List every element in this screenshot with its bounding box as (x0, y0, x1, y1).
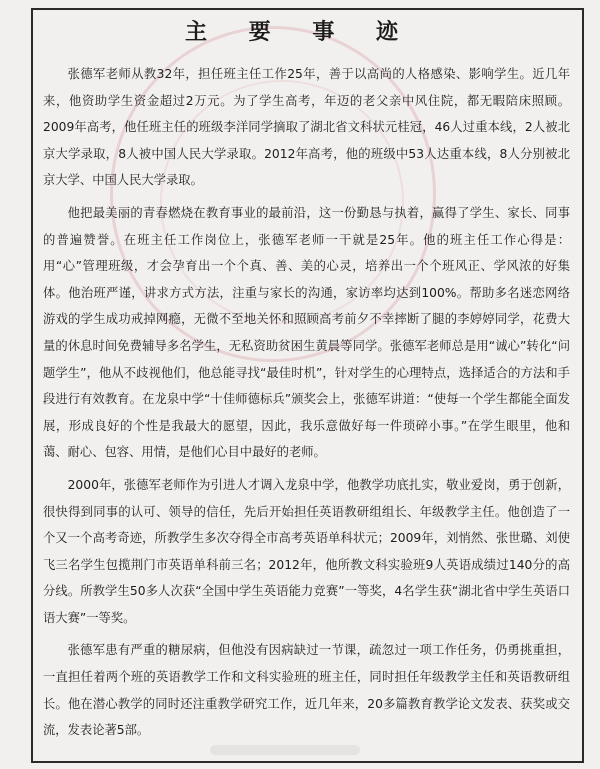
document-title: 主 要 事 迹 (185, 20, 415, 45)
paragraph-4: 张德军患有严重的糖尿病，但他没有因病缺过一节课，疏忽过一项工作任务，仍勇挑重担，一直担任着两个班的英语教学工作和文科实验班的班主任，同时担任年级教学主任和英语教研组长。他在潜心教学的同时还注重教学研究工作，近几年来，20多篇教育教学论文发表、获奖或交流，发表论著5部。 (43, 643, 570, 738)
paragraph-1: 张德军老师从教32年，担任班主任工作25年，善于以高尚的人格感染、影响学生。近几年来，他资助学生资金超过2万元。为了学生高考，年迈的老父亲中风住院，都无暇陪床照顾。2009年高考，他任班主任的班级李洋同学摘取了湖北省文科状元桂冠，46人过重本线，2人被北京大学录取，8人被中国人民大学录取。2012年高考，他的班级中53人达重本线，8人分别被北京大学、中国人民大学录取。 (43, 67, 570, 188)
bottom-smudge (210, 745, 360, 755)
document-body (43, 61, 570, 750)
paragraph-2: 他把最美丽的青春燃烧在教育事业的最前沿，这一份勤恳与执着，赢得了学生、家长、同事的普遍赞誉。在班主任工作岗位上，张德军老师一干就是25年。他的班主任工作心得是：用“心”管理班级，才会孕育出一个个真、善、美的心灵，培养出一个个班风正、学风浓的好集体。他治班严谨，讲求方式方法，注重与家长的沟通，家访率均达到100%。帮助多名迷恋网络游戏的学生成功戒掉网瘾，无微不至地关怀和照顾高考前夕不幸摔断了腿的李婷婷同学，花费大量的休息时间免费辅导多名学生，无私资助贫困生黄晨等同学。张德军老师总是用“诚心”转化“问题学生”，他从不歧视他们，他总能寻找“最佳时机”，针对学生的心理特点，选择适合的方法和手段进行有效教育。在龙泉中学“十佳师德标兵”颁奖会上，张德军讲道：“使每一个学生都能全面发展，形成良好的个性是我最大的愿望，因此，我乐意做好每一件琐碎小事。”在学生眼里，他和蔼、耐心、包容、用情，是他们心目中最好的老师。 (43, 205, 570, 460)
paragraph-3: 2000年，张德军老师作为引进人才调入龙泉中学，他教学功底扎实，敬业爱岗，勇于创新，很快得到同事的认可、领导的信任，先后开始担任英语教研组组长、年级教学主任。他创造了一个又一个高考奇迹，所教学生多次夺得全市高考英语单科状元；2009年，刘悄然、张世璐、刘使飞三名学生包揽荆门市英语单科前三名；2012年，他所教文科实验班9人英语成绩过140分的高分线。所教学生50多人次获“全国中学生英语能力竞赛”一等奖，4名学生获“湖北省中学生英语口语大赛”一等奖。 (43, 477, 570, 625)
